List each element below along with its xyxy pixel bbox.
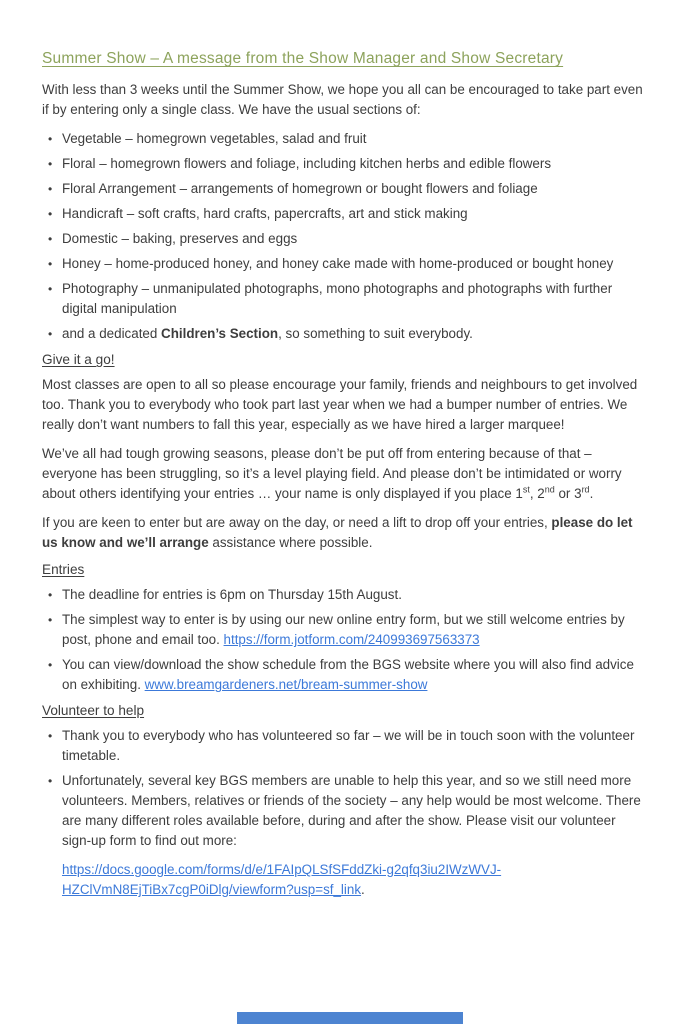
- volunteer-signup-link[interactable]: https://docs.google.com/forms/d/e/1FAIpQLSfSFddZki-g2qfq3iu2IWzWVJ-HZClVmN8EjTiBx7cgP0iDlg/viewform?usp=sf_link: [62, 862, 502, 897]
- page-title: Summer Show – A message from the Show Manager and Show Secretary: [42, 50, 564, 67]
- assistance-paragraph: [42, 513, 647, 553]
- volunteer-need-item: [42, 771, 647, 900]
- volunteer-list: [42, 726, 647, 900]
- link-suffix: .: [361, 882, 365, 897]
- ordinal-superscript: st: [522, 484, 530, 495]
- childrens-section-label: Children’s Section: [161, 326, 279, 341]
- list-item-text: Handicraft – soft crafts, hard crafts, papercrafts, art and stick making: [62, 206, 468, 221]
- section-heading-entries: Entries: [42, 562, 85, 577]
- list-item-floral: [42, 154, 647, 174]
- scrollbar-thumb[interactable]: [237, 1012, 463, 1024]
- classes-open-paragraph: Most classes are open to all so please encourage your family, friends and neighbours to get involved too. Thank you to everybody who took part last year when we had a bumper number of entries. We really don’t want numbers to fall this year, especially as we have hired a larger marquee!: [42, 377, 638, 432]
- paragraph-text: or 3: [554, 486, 582, 501]
- list-item-text: and a dedicated: [62, 326, 162, 341]
- list-item-text: Photography – unmanipulated photographs, mono photographs and photographs with further digital manipulation: [62, 281, 613, 316]
- paragraph-text: If you are keen to enter but are away on the day, or need a lift to drop off your entries,: [42, 515, 552, 530]
- list-item-text: Thank you to everybody who has volunteered so far – we will be in touch soon with the volunteer timetable.: [62, 728, 635, 763]
- paragraph-text: , 2: [529, 486, 545, 501]
- entries-schedule-item: [42, 655, 647, 695]
- list-item-text: , so something to suit everybody.: [278, 326, 473, 341]
- paragraph-text: assistance where possible.: [208, 535, 373, 550]
- paragraph-text: .: [589, 486, 594, 501]
- intro-paragraph: With less than 3 weeks until the Summer Show, we hope you all can be encouraged to take part even if by entering only a single class. We have the usual sections of:: [42, 82, 643, 117]
- list-item-text: Unfortunately, several key BGS members are unable to help this year, and so we still need more volunteers. Members, relatives or friends of the society – any help would be most welcome. There are many different roles available before, during and after the show. Please visit our volunteer sign-up form to find out more:: [62, 773, 641, 848]
- list-item-text: Vegetable – homegrown vegetables, salad and fruit: [62, 131, 367, 146]
- list-item-text: Honey – home-produced honey, and honey cake made with home-produced or bought honey: [62, 256, 614, 271]
- section-heading-volunteer: Volunteer to help: [42, 703, 145, 718]
- list-item-text: Floral Arrangement – arrangements of homegrown or bought flowers and foliage: [62, 181, 538, 196]
- volunteer-thanks-item: [42, 726, 647, 766]
- growing-seasons-paragraph: [42, 444, 647, 504]
- ordinal-superscript: rd: [581, 484, 590, 495]
- jotform-link[interactable]: https://form.jotform.com/240993697563373: [223, 632, 480, 647]
- list-item-photography: [42, 279, 647, 319]
- list-item-text: Domestic – baking, preserves and eggs: [62, 231, 298, 246]
- list-item-text: You can view/download the show schedule from the BGS website where you will also find advice on exhibiting.: [62, 657, 634, 692]
- volunteer-signup-link-paragraph: [62, 860, 647, 900]
- list-item-text: The deadline for entries is 6pm on Thursday 15th August.: [62, 587, 402, 602]
- list-item-honey: [42, 254, 647, 274]
- list-item-text: Floral – homegrown flowers and foliage, including kitchen herbs and edible flowers: [62, 156, 552, 171]
- list-item-vegetable: [42, 129, 647, 149]
- section-heading-give-it-a-go: Give it a go!: [42, 352, 115, 367]
- sections-list: [42, 129, 647, 344]
- list-item-floral-arrangement: [42, 179, 647, 199]
- list-item-text: The simplest way to enter is by using our new online entry form, but we still welcome entries by post, phone and email too.: [62, 612, 625, 647]
- list-item-handicraft: [42, 204, 647, 224]
- bgs-website-link[interactable]: www.breamgardeners.net/bream-summer-show: [144, 677, 428, 692]
- entries-list: [42, 585, 647, 695]
- assistance-bold-text: please do let us know and we’ll arrange: [42, 515, 633, 550]
- list-item-childrens-section: [42, 324, 647, 344]
- ordinal-superscript: nd: [544, 484, 555, 495]
- list-item-domestic: [42, 229, 647, 249]
- entries-online-form-item: [42, 610, 647, 650]
- entries-deadline-item: [42, 585, 647, 605]
- paragraph-text: We’ve all had tough growing seasons, please don’t be put off from entering because of that – everyone has been struggling, so it’s a level playing field. And please don’t be intimidated or worry about others identifying your entries … your name is only displayed if you place 1: [42, 446, 622, 501]
